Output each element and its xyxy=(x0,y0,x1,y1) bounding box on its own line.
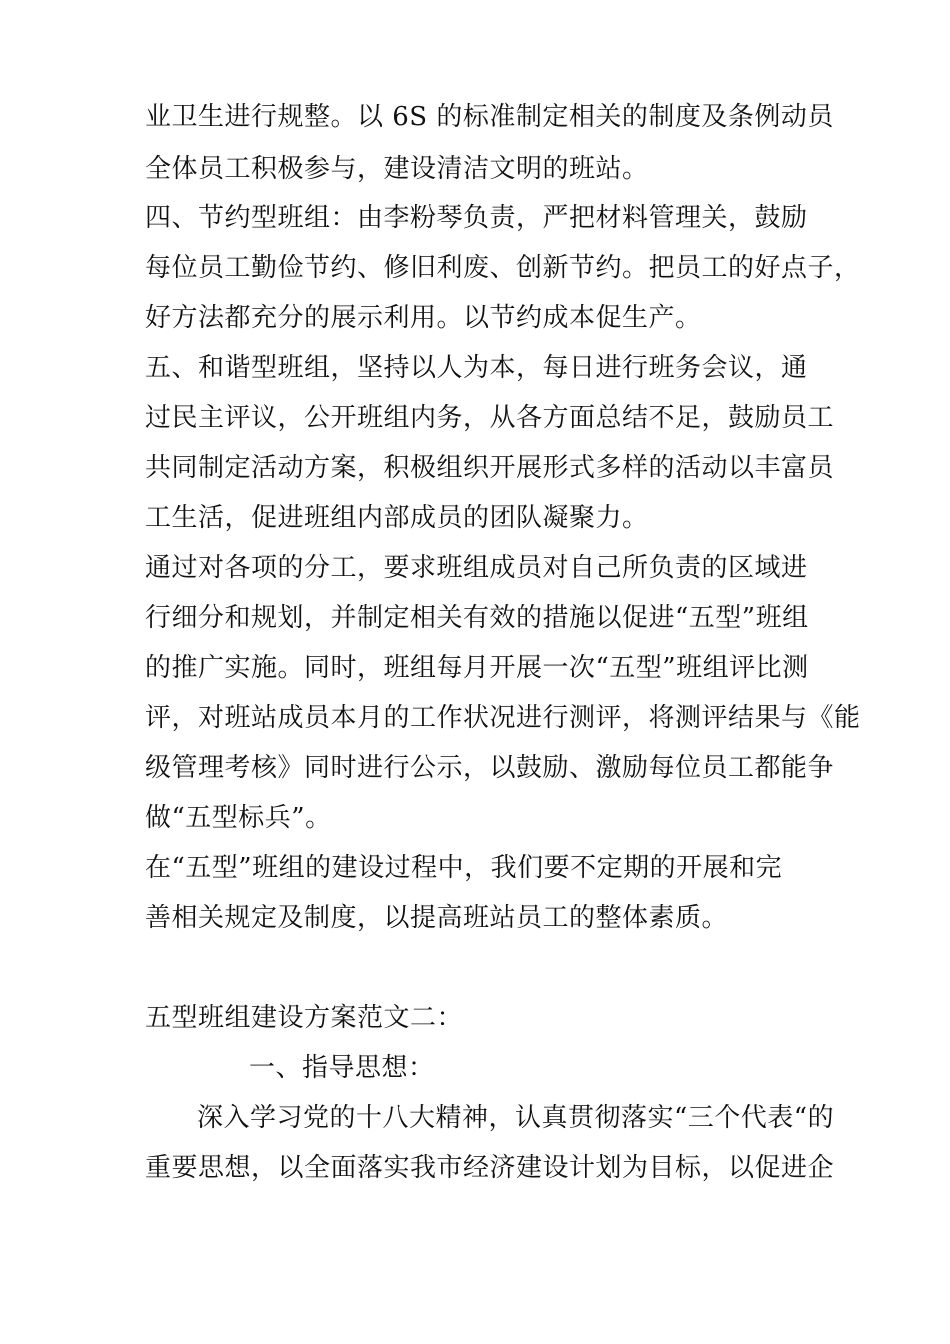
subsection-heading: 一、指导思想： xyxy=(249,1053,435,1083)
text-line: 做“五型标兵”。 xyxy=(145,803,332,833)
section-heading: 五型班组建设方案范文二： xyxy=(145,1003,464,1033)
text-line: 过民主评议，公开班组内务，从各方面总结不足，鼓励员工 xyxy=(145,403,835,433)
text-line: 重要思想，以全面落实我市经济建设计划为目标，以促进企 xyxy=(145,1153,835,1183)
text-line: 好方法都充分的展示利用。以节约成本促生产。 xyxy=(145,303,702,333)
text-line: 四、节约型班组：由李粉琴负责，严把材料管理关，鼓励 xyxy=(145,203,808,233)
text-line: 评，对班站成员本月的工作状况进行测评，将测评结果与《能 xyxy=(145,703,861,733)
text-line: 的推广实施。同时，班组每月开展一次“五型”班组评比测 xyxy=(145,653,809,683)
text-line: 通过对各项的分工，要求班组成员对自己所负责的区域进 xyxy=(145,553,808,583)
text-line: 五、和谐型班组，坚持以人为本，每日进行班务会议，通 xyxy=(145,353,808,383)
text-line: 级管理考核》同时进行公示，以鼓励、激励每位员工都能争 xyxy=(145,753,835,783)
text-line: 共同制定活动方案，积极组织开展形式多样的活动以丰富员 xyxy=(145,453,835,483)
text-line: 善相关规定及制度，以提高班站员工的整体素质。 xyxy=(145,903,729,933)
text-line: 行细分和规划，并制定相关有效的措施以促进“五型”班组 xyxy=(145,603,809,633)
text-line: 工生活，促进班组内部成员的团队凝聚力。 xyxy=(145,503,649,533)
text-line: 每位员工勤俭节约、修旧利废、创新节约。把员工的好点子， xyxy=(145,253,861,283)
text-line: 在“五型”班组的建设过程中，我们要不定期的开展和完 xyxy=(145,853,783,883)
text-line: 业卫生进行规整。以 6S 的标准制定相关的制度及条例动员 xyxy=(145,102,834,132)
text-line: 深入学习党的十八大精神，认真贯彻落实“三个代表“的 xyxy=(197,1103,835,1133)
text-line: 全体员工积极参与，建设清洁文明的班站。 xyxy=(145,154,649,184)
